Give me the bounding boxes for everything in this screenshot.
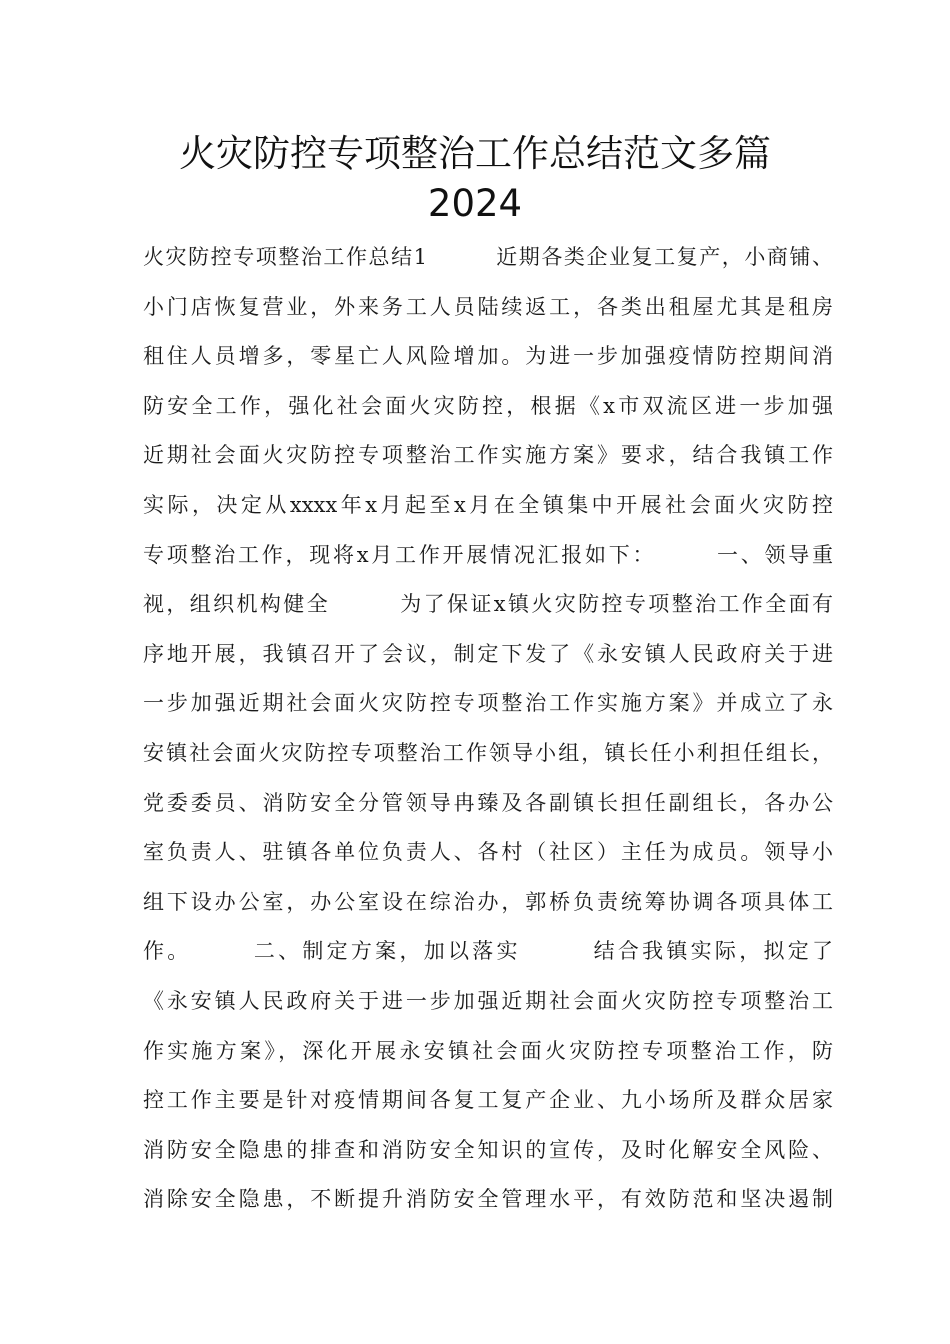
body-line: 安镇社会面火灾防控专项整治工作领导小组，镇长任小利担任组长， <box>143 740 833 765</box>
body-line: 小门店恢复营业，外来务工人员陆续返工，各类出租屋尤其是租房 <box>143 294 833 319</box>
body-line: 消防安全隐患的排查和消防安全知识的宣传，及时化解安全风险、 <box>143 1137 833 1162</box>
body-line: 室负责人、驻镇各单位负责人、各村（社区）主任为成员。领导小 <box>143 840 833 865</box>
body-line: 视，组织机构健全 为了保证x镇火灾防控专项整治工作全面有 <box>143 592 833 617</box>
body-line: 作实施方案》，深化开展永安镇社会面火灾防控专项整治工作，防 <box>143 1038 833 1063</box>
document-title: 火灾防控专项整治工作总结范文多篇 <box>179 132 771 175</box>
body-line: 专项整治工作，现将x月工作开展情况汇报如下： 一、领导重 <box>143 542 833 567</box>
body-line: 火灾防控专项整治工作总结1 近期各类企业复工复产，小商铺、 <box>143 245 833 269</box>
body-line: 租住人员增多，零星亡人风险增加。为进一步加强疫情防控期间消 <box>143 344 833 369</box>
body-line: 组下设办公室，办公室设在综治办，郭桥负责统筹协调各项具体工 <box>143 889 833 914</box>
body-line: 控工作主要是针对疫情期间各复工复产企业、九小场所及群众居家 <box>143 1088 833 1113</box>
body-line: 防安全工作，强化社会面火灾防控，根据《x市双流区进一步加强 <box>143 393 833 418</box>
body-line: 实际，决定从xxxx年x月起至x月在全镇集中开展社会面火灾防控 <box>143 492 833 517</box>
body-line: 序地开展，我镇召开了会议，制定下发了《永安镇人民政府关于进 <box>143 641 833 666</box>
body-line: 一步加强近期社会面火灾防控专项整治工作实施方案》并成立了永 <box>143 691 833 716</box>
body-line: 消除安全隐患，不断提升消防安全管理水平，有效防范和坚决遏制 <box>143 1187 833 1212</box>
body-line: 《永安镇人民政府关于进一步加强近期社会面火灾防控专项整治工 <box>143 988 833 1013</box>
document-body <box>143 233 833 1225</box>
body-line: 作。 二、制定方案，加以落实 结合我镇实际，拟定了 <box>143 939 833 964</box>
document-title-year: 2024 <box>427 182 523 225</box>
body-line: 党委委员、消防安全分管领导冉臻及各副镇长担任副组长，各办公 <box>143 790 833 815</box>
body-line: 近期社会面火灾防控专项整治工作实施方案》要求，结合我镇工作 <box>143 443 833 468</box>
